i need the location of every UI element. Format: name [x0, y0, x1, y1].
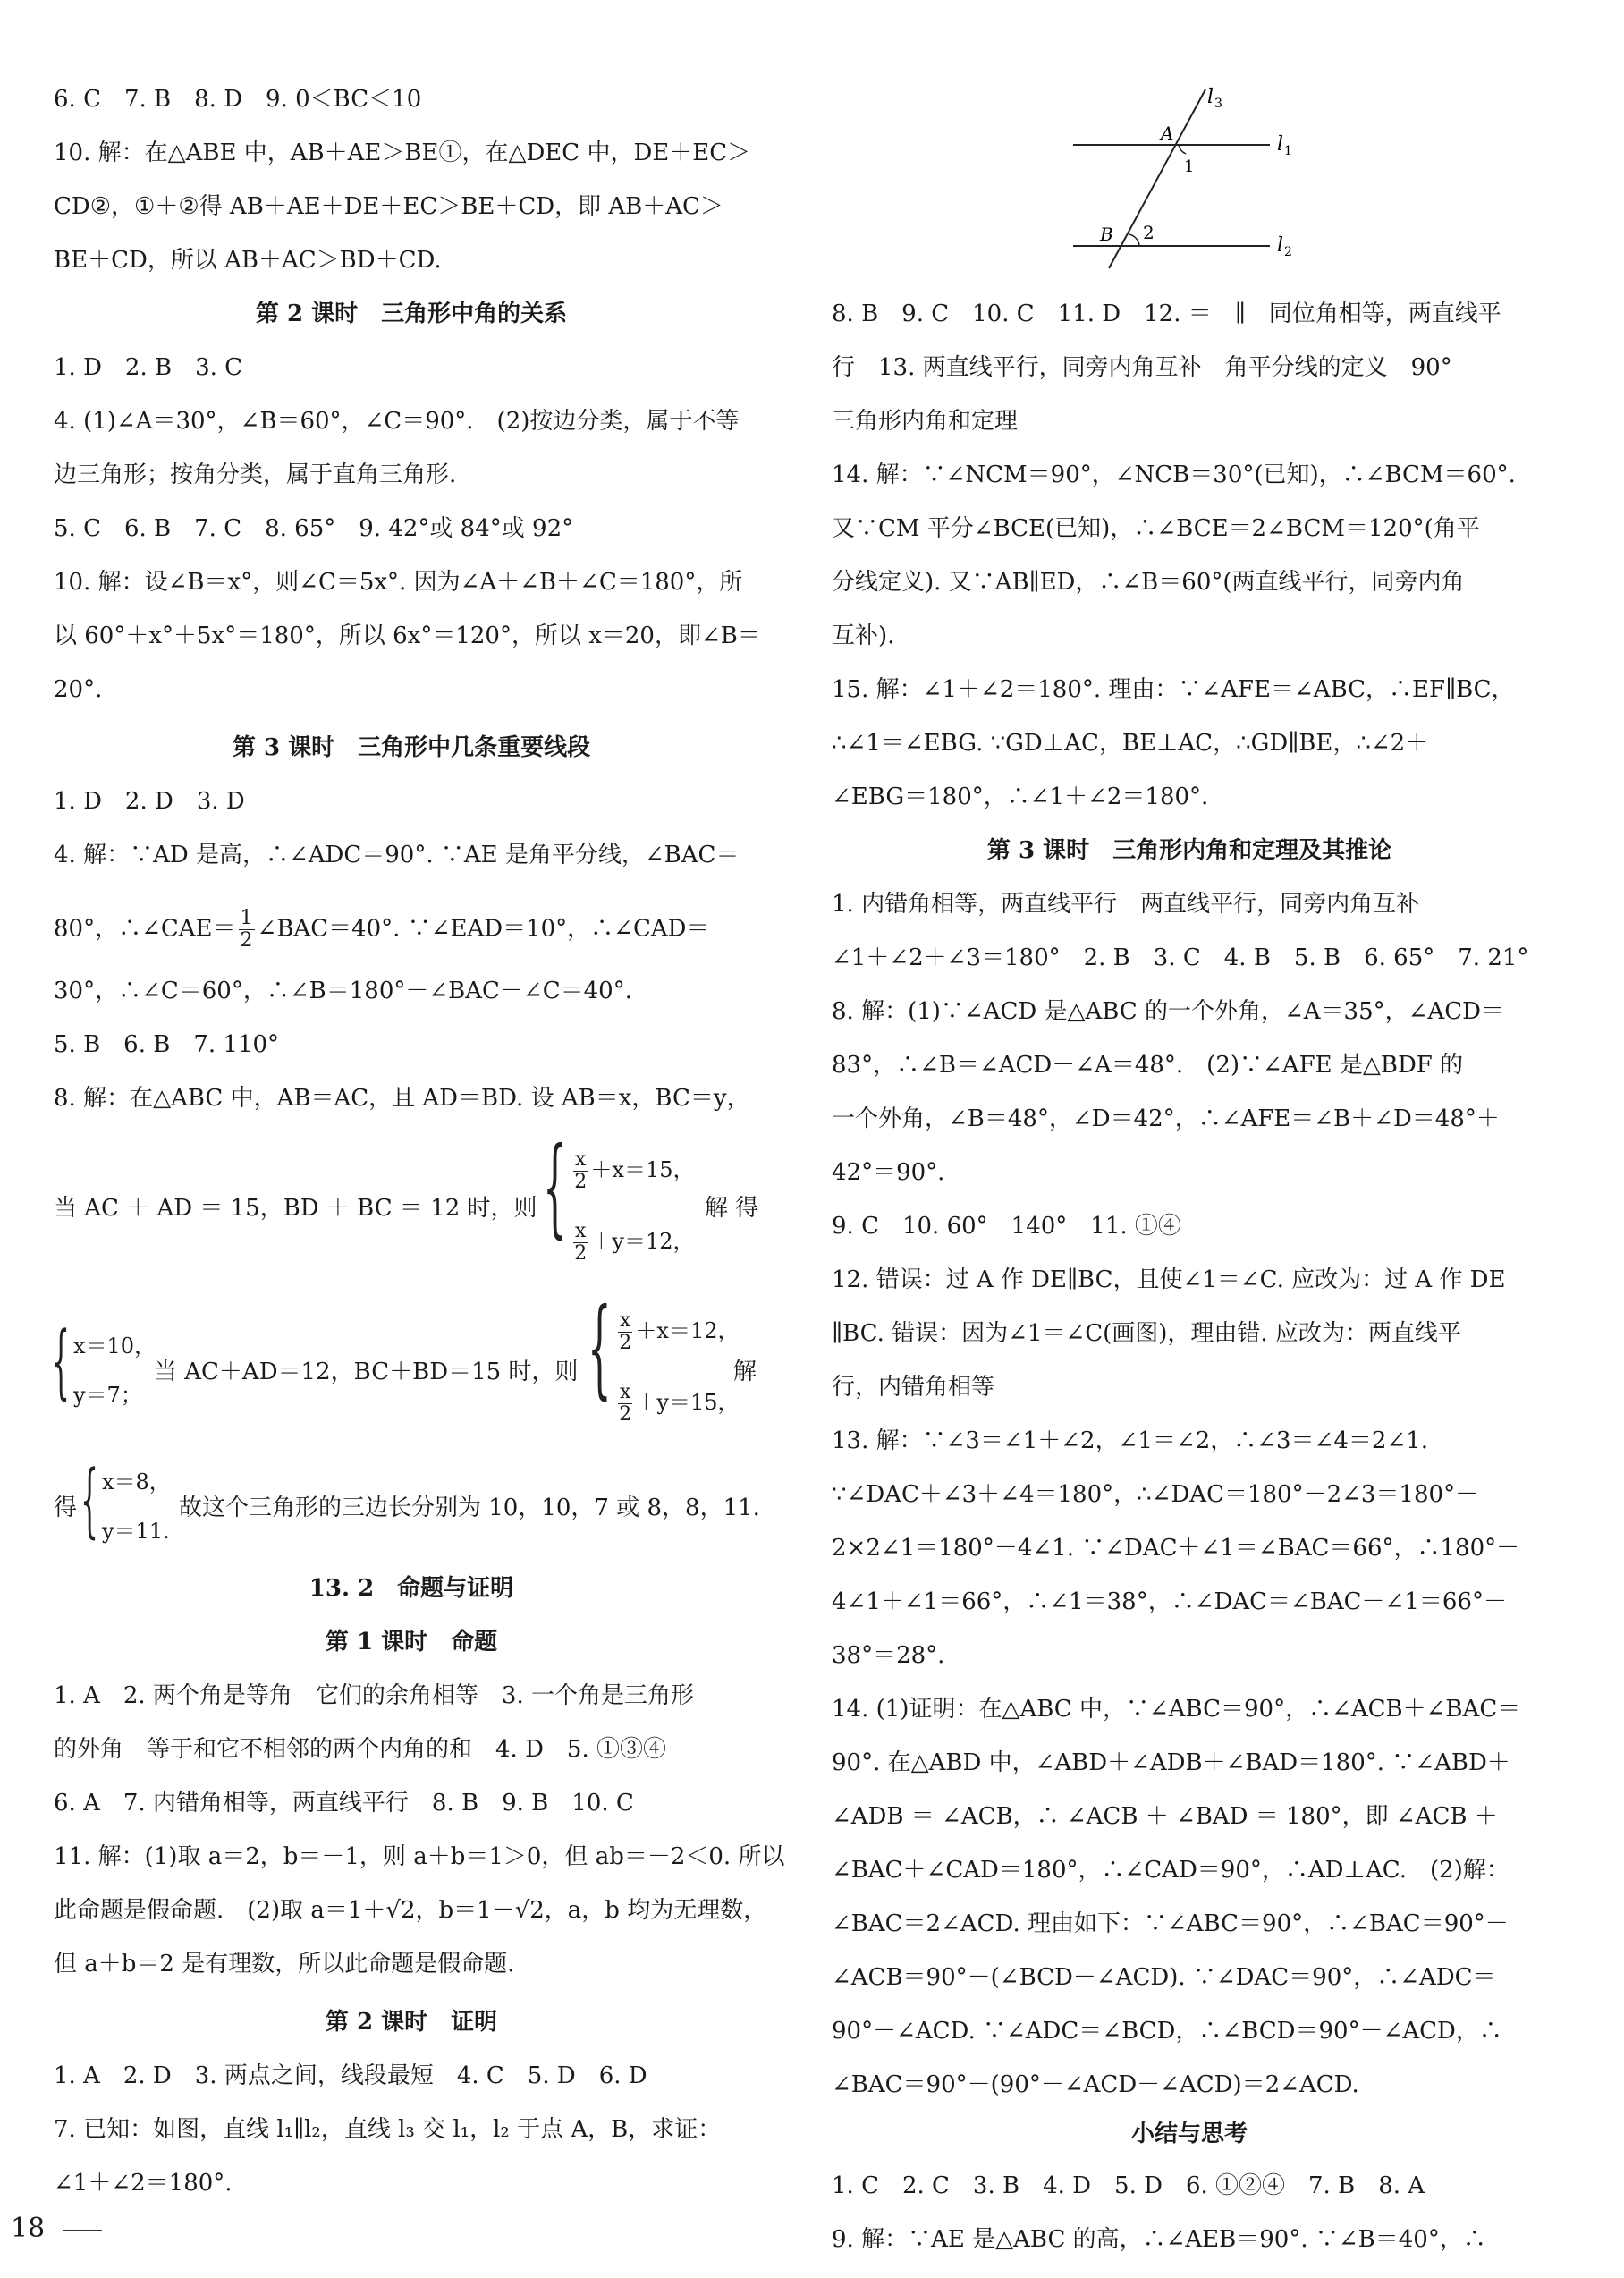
text-line: ∠1＋∠2＝180°.: [54, 2170, 233, 2197]
text-line: 5. C 6. B 7. C 8. 65° 9. 42°或 84°或 92°: [54, 515, 574, 542]
text-line: 以 60°＋x°＋5x°＝180°，所以 6x°＝120°，所以 x＝20，即∠B＝: [54, 622, 761, 649]
text-line: 6. C 7. B 8. D 9. 0＜BC＜10: [54, 86, 422, 113]
equation-line: [615, 1310, 740, 1354]
text-line: 行 13. 两直线平行，同旁内角互补 角平分线的定义 90°: [832, 354, 1452, 381]
equation-line: y＝7；: [73, 1383, 142, 1408]
text-line: ∠EBG＝180°，∴∠1＋∠2＝180°.: [832, 783, 1209, 810]
label-l3-sub: 3: [1214, 97, 1222, 111]
fraction-denominator: 2: [619, 1332, 632, 1354]
text-line: 又∵CM 平分∠BCE(已知)，∴∠BCE＝2∠BCM＝120°(角平: [832, 515, 1480, 542]
angle-arc-1: [1179, 145, 1186, 154]
angle-1-label: 1: [1184, 157, 1195, 176]
equation-line: x＝10，: [73, 1334, 156, 1359]
fraction-denominator: 2: [240, 929, 253, 952]
text-line: ∠BAC＝2∠ACD. 理由如下：∵∠ABC＝90°，∴∠BAC＝90°－: [832, 1910, 1509, 1937]
text-line: 1. D 2. D 3. D: [54, 788, 245, 815]
fraction: [573, 1221, 588, 1265]
text-line: ∵∠DAC＋∠3＋∠4＝180°，∴∠DAC＝180°－2∠3＝180°－: [832, 1481, 1479, 1508]
text-line: CD②，①＋②得 AB＋AE＋DE＋EC＞BE＋CD，即 AB＋AC＞: [54, 193, 723, 220]
fraction-numerator: 1: [240, 907, 253, 929]
fraction: [239, 908, 255, 952]
text-line: 得: [54, 1495, 78, 1521]
text-line: 12. 错误：过 A 作 DE∥BC，且使∠1＝∠C. 应改为：过 A 作 DE: [832, 1266, 1506, 1293]
text-line: 11. 解：(1)取 a＝2，b＝－1，则 a＋b＝1＞0，但 ab＝－2＜0. 所以: [54, 1843, 785, 1870]
brace: {: [588, 1286, 612, 1410]
fraction-numerator: x: [620, 1381, 631, 1403]
label-l1: l: [1277, 133, 1284, 156]
text-line: 1. 内错角相等，两直线平行 两直线平行，同旁内角互补: [832, 891, 1420, 918]
fraction-denominator: 2: [619, 1403, 632, 1426]
section-heading: 第 2 课时 证明: [325, 2009, 498, 2036]
fraction-numerator: x: [575, 1220, 587, 1242]
text-line: BE＋CD，所以 AB＋AC＞BD＋CD.: [54, 247, 442, 274]
text-line: 行，内错角相等: [832, 1374, 995, 1401]
text-line: 10. 解：设∠B＝x°，则∠C＝5x°. 因为∠A＋∠B＋∠C＝180°，所: [54, 569, 743, 596]
section-heading: 13. 2 命题与证明: [309, 1575, 514, 1602]
fraction-denominator: 2: [574, 1171, 588, 1193]
text-line: 此命题是假命题. (2)取 a＝1＋√2，b＝1－√2，a，b 均为无理数，: [54, 1897, 767, 1924]
equation-line: x＝8，: [102, 1469, 171, 1495]
text-line: 1. A 2. 两个角是等角 它们的余角相等 3. 一个角是三角形: [54, 1682, 694, 1709]
angle-arc-2: [1129, 234, 1139, 246]
text-line: 三角形内角和定理: [832, 408, 1019, 435]
text-line: 14. (1)证明：在△ABC 中，∵∠ABC＝90°，∴∠ACB＋∠BAC＝: [832, 1696, 1521, 1723]
text-line: 38°＝28°.: [832, 1642, 945, 1669]
text-line: 互补).: [832, 622, 895, 649]
parallel-lines-figure: [1073, 80, 1306, 273]
label-l1-sub: 1: [1284, 144, 1292, 158]
text-line: 解 得: [705, 1195, 759, 1222]
text-line: 4. 解：∵AD 是高，∴∠ADC＝90°. ∵AE 是角平分线，∠BAC＝: [54, 842, 740, 868]
text-line: 9. C 10. 60° 140° 11. ①④: [832, 1213, 1181, 1240]
text-line: 90°. 在△ABD 中，∠ABD＋∠ADB＋∠BAD＝180°. ∵∠ABD＋: [832, 1749, 1510, 1776]
section-heading: 第 1 课时 命题: [325, 1629, 498, 1656]
label-l2: l: [1277, 234, 1284, 257]
text-line: 42°＝90°.: [832, 1159, 945, 1186]
text-line: 但 a＋b＝2 是有理数，所以此命题是假命题.: [54, 1951, 515, 1977]
text-line: 14. 解：∵∠NCM＝90°，∠NCB＝30°(已知)，∴∠BCM＝60°.: [832, 462, 1516, 488]
label-l2-sub: 2: [1284, 245, 1292, 259]
line-l3: [1109, 89, 1205, 268]
text-line: 6. A 7. 内错角相等，两直线平行 8. B 9. B 10. C: [54, 1790, 634, 1816]
text-line: 的外角 等于和它不相邻的两个内角的和 4. D 5. ①③④: [54, 1736, 666, 1763]
text-line: 分线定义). 又∵AB∥ED，∴∠B＝60°(两直线平行，同旁内角: [832, 569, 1465, 596]
text-line: 边三角形；按角分类，属于直角三角形.: [54, 462, 457, 488]
text-line: 5. B 6. B 7. 110°: [54, 1031, 280, 1058]
text-line: ∴∠1＝∠EBG. ∵GD⊥AC，BE⊥AC，∴GD∥BE，∴∠2＋: [832, 730, 1429, 757]
text-line: 8. 解：在△ABC 中，AB＝AC，且 AD＝BD. 设 AB＝x，BC＝y，: [54, 1085, 750, 1112]
point-a-label: A: [1161, 123, 1174, 144]
text-line: 故这个三角形的三边长分别为 10，10，7 或 8，8，11.: [179, 1495, 760, 1521]
text-segment: ∠BAC＝40°. ∵∠EAD＝10°，∴∠CAD＝: [257, 915, 710, 943]
angle-2-label: 2: [1143, 222, 1155, 243]
text-line: 1. C 2. C 3. B 4. D 5. D 6. ①②④ 7. B 8. A: [832, 2172, 1425, 2199]
text-line: ∠BAC＝90°－(90°－∠ACD－∠ACD)＝2∠ACD.: [832, 2071, 1359, 2098]
fraction-numerator: x: [575, 1148, 587, 1171]
text-line: 2×2∠1＝180°－4∠1. ∵∠DAC＋∠1＝∠BAC＝66°，∴180°－: [832, 1535, 1520, 1562]
text-line: 8. B 9. C 10. C 11. D 12. ＝ ∥ 同位角相等，两直线平: [832, 301, 1501, 327]
text-line: ∠1＋∠2＋∠3＝180° 2. B 3. C 4. B 5. B 6. 65° 7. 21°: [832, 944, 1529, 971]
page-number-rule: [63, 2230, 102, 2231]
text-line: 4∠1＋∠1＝66°，∴∠1＝38°，∴∠DAC＝∠BAC－∠1＝66°－: [832, 1588, 1507, 1615]
equation-text: ＋x＝12，: [635, 1318, 740, 1343]
text-line: 解: [733, 1359, 757, 1385]
equation-text: ＋y＝12，: [590, 1229, 695, 1254]
text-segment: 80°，∴∠CAE＝: [54, 915, 236, 943]
equation-line: [615, 1382, 740, 1426]
fraction-denominator: 2: [574, 1242, 588, 1265]
brace: {: [80, 1453, 99, 1547]
text-line: 83°，∴∠B＝∠ACD－∠A＝48°. (2)∵∠AFE 是△BDF 的: [832, 1052, 1464, 1079]
text-line: ∠ACB＝90°－(∠BCD－∠ACD). ∵∠DAC＝90°，∴∠ADC＝: [832, 1964, 1496, 1991]
equation-text: ＋x＝15，: [590, 1157, 695, 1182]
label-l3: l: [1207, 86, 1214, 108]
equation-line: [571, 1149, 695, 1193]
text-line: 7. 已知：如图，直线 l₁∥l₂，直线 l₃ 交 l₁，l₂ 于点 A，B，求证：: [54, 2116, 722, 2143]
text-line: 15. 解：∠1＋∠2＝180°. 理由：∵∠AFE＝∠ABC，∴EF∥BC，: [832, 676, 1515, 703]
fraction: [618, 1310, 632, 1354]
text-line: 一个外角，∠B＝48°，∠D＝42°，∴∠AFE＝∠B＋∠D＝48°＋: [832, 1105, 1500, 1132]
equation-text: ＋y＝15，: [635, 1390, 740, 1415]
fraction-numerator: x: [620, 1309, 631, 1332]
text-line: 1. A 2. D 3. 两点之间，线段最短 4. C 5. D 6. D: [54, 2062, 647, 2089]
text-line: 20°.: [54, 676, 103, 703]
section-heading: 第 3 课时 三角形内角和定理及其推论: [986, 837, 1392, 864]
brace: {: [52, 1315, 71, 1409]
text-line: ∠ADB ＝ ∠ACB，∴ ∠ACB ＋ ∠BAD ＝ 180°，即 ∠ACB ＋: [832, 1803, 1498, 1830]
page-number: 18: [11, 2213, 46, 2244]
fraction: [618, 1382, 632, 1426]
point-b-label: B: [1100, 224, 1113, 245]
equation-line: [571, 1221, 695, 1265]
brace: {: [543, 1125, 567, 1249]
text-line: 1. D 2. B 3. C: [54, 354, 243, 381]
text-line: 8. 解：(1)∵∠ACD 是△ABC 的一个外角，∠A＝35°，∠ACD＝: [832, 998, 1504, 1025]
section-heading: 小结与思考: [1130, 2121, 1248, 2147]
text-line: 10. 解：在△ABE 中，AB＋AE＞BE①，在△DEC 中，DE＋EC＞: [54, 140, 751, 166]
text-line: 90°－∠ACD. ∵∠ADC＝∠BCD，∴∠BCD＝90°－∠ACD，∴: [832, 2018, 1502, 2045]
section-heading: 第 2 课时 三角形中角的关系: [255, 301, 568, 327]
text-line: 9. 解：∵AE 是△ABC 的高，∴∠AEB＝90°. ∵∠B＝40°，∴: [832, 2226, 1486, 2253]
text-line: 13. 解：∵∠3＝∠1＋∠2，∠1＝∠2，∴∠3＝∠4＝2∠1.: [832, 1427, 1429, 1454]
text-line: 当 AC ＋ AD ＝ 15，BD ＋ BC ＝ 12 时，则: [54, 1195, 537, 1222]
section-heading: 第 3 课时 三角形中几条重要线段: [232, 734, 591, 761]
text-line: [54, 908, 709, 952]
equation-line: y＝11.: [102, 1519, 170, 1544]
text-line: ∠BAC＋∠CAD＝180°，∴∠CAD＝90°，∴AD⊥AC. (2)解：: [832, 1857, 1510, 1884]
text-line: ∥BC. 错误：因为∠1＝∠C(画图)，理由错. 应改为：两直线平: [832, 1320, 1461, 1347]
text-line: 30°，∴∠C＝60°，∴∠B＝180°－∠BAC－∠C＝40°.: [54, 978, 632, 1004]
text-line: 当 AC＋AD＝12，BC＋BD＝15 时，则: [154, 1359, 579, 1385]
fraction: [573, 1149, 588, 1193]
text-line: 4. (1)∠A＝30°，∠B＝60°，∠C＝90°. (2)按边分类，属于不等: [54, 408, 740, 435]
